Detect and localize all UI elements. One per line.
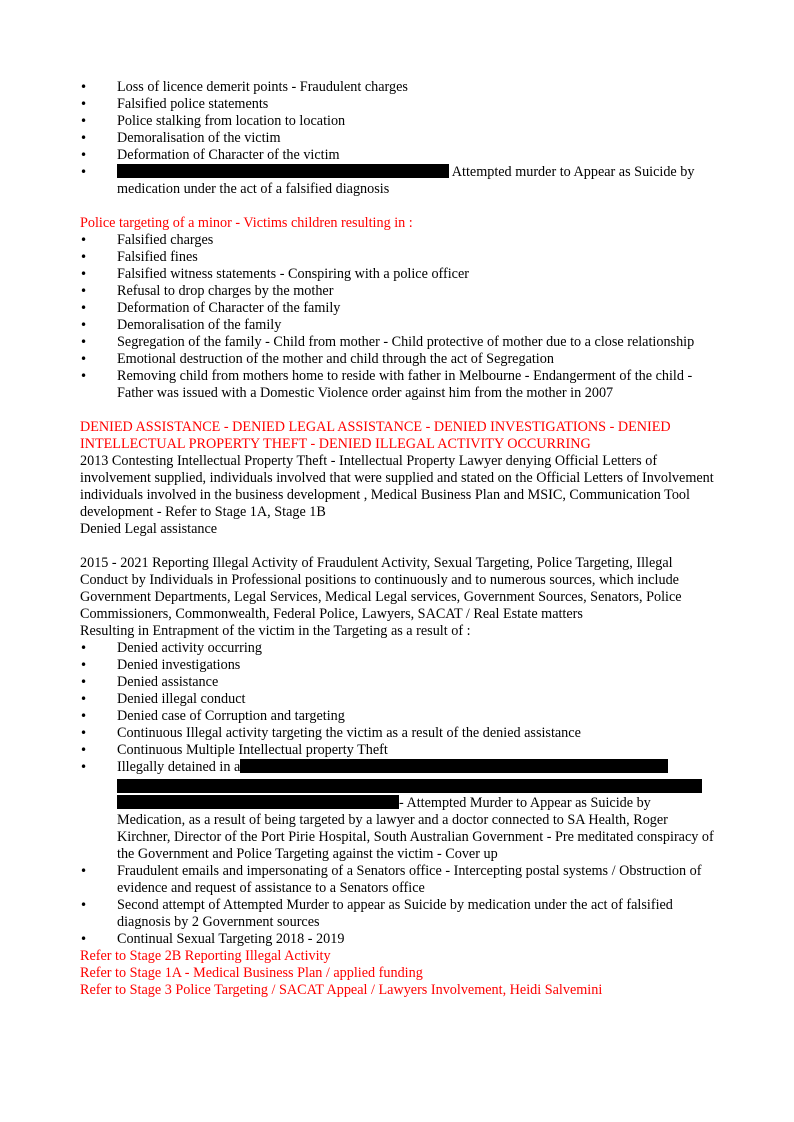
list-item: • Continuous Illegal activity targeting the victim as a result of the denied assistance (80, 725, 720, 742)
list-item: • Deformation of Character of the victim (80, 147, 720, 164)
list-item: • Refusal to drop charges by the mother (80, 283, 720, 300)
list-minor-effects (80, 232, 720, 402)
list-item: • Demoralisation of the family (80, 317, 720, 334)
list-item: • Loss of licence demerit points - Fraudulent charges (80, 79, 720, 96)
document-body (80, 79, 720, 999)
reference-line: Refer to Stage 2B Reporting Illegal Activity (80, 948, 331, 964)
list-item: • Denied illegal conduct (80, 691, 720, 708)
reference-line: Refer to Stage 3 Police Targeting / SACAT Appeal / Lawyers Involvement, Heidi Salvemini (80, 982, 603, 998)
list-item: • Continual Sexual Targeting 2018 - 2019 (80, 931, 720, 948)
section-heading-denied: DENIED ASSISTANCE - DENIED LEGAL ASSISTANCE - DENIED INVESTIGATIONS - DENIED INTELLECTUAL PROPERTY THEFT - DENIED ILLEGAL ACTIVITY OCCURRING (80, 419, 671, 452)
list-item: • Falsified witness statements - Conspiring with a police officer (80, 266, 720, 283)
reference-line: Refer to Stage 1A - Medical Business Plan / applied funding (80, 965, 423, 981)
denied-legal-line: Denied Legal assistance (80, 521, 218, 537)
list-item-detained (80, 759, 720, 863)
resulting-line: Resulting in Entrapment of the victim in the Targeting as a result of : (80, 623, 471, 639)
redaction-bar (117, 164, 449, 178)
list-item: • Demoralisation of the victim (80, 130, 720, 147)
redaction-bar (240, 759, 668, 773)
list-item: • Denied assistance (80, 674, 720, 691)
paragraph-2015-2021: 2015 - 2021 Reporting Illegal Activity of Fraudulent Activity, Sexual Targeting, Police Targeting, Illegal Conduct by Individuals in Professional positions to continuously and to numerous sources, which include Government Departments, Legal Services, Medical Legal services, Government Sources, Senators, Police Commissioners, Commonwealth, Federal Police, Lawyers, SACAT / Real Estate matters (80, 555, 682, 622)
list-item: • Denied activity occurring (80, 640, 720, 657)
list-item: • Fraudulent emails and impersonating of a Senators office - Intercepting postal systems / Obstruction of evidence and request of assistance to a Senators office (80, 863, 720, 897)
list-item: • Deformation of Character of the family (80, 300, 720, 317)
list-item: • Emotional destruction of the mother and child through the act of Segregation (80, 351, 720, 368)
list-item-text: - Attempted Murder to Appear as Suicide by Medication, as a result of being targeted by a lawyer and a doctor connected to SA Health, Roger Kirchner, Director of the Port Pirie Hospital, South Australian Government - Pre meditated conspiracy of the Government and Police Targeting against the victim - Cover up (117, 795, 714, 862)
section-heading-minor: Police targeting of a minor - Victims children resulting in : (80, 215, 413, 231)
list-item-text: Illegally detained in a (117, 759, 241, 775)
list-item: • Denied investigations (80, 657, 720, 674)
list-item: • Continuous Multiple Intellectual property Theft (80, 742, 720, 759)
list-item: • Denied case of Corruption and targeting (80, 708, 720, 725)
list-item (80, 164, 720, 198)
redaction-bar (117, 779, 702, 793)
list-victim-effects (80, 79, 720, 198)
list-item: • Falsified fines (80, 249, 720, 266)
list-entrapment (80, 640, 720, 948)
list-item: • Removing child from mothers home to reside with father in Melbourne - Endangerment of the child - Father was issued with a Domestic Violence order against him from the mother in 2007 (80, 368, 720, 402)
list-item: • Falsified charges (80, 232, 720, 249)
list-item: • Police stalking from location to location (80, 113, 720, 130)
redaction-bar (117, 795, 399, 809)
paragraph-2013: 2013 Contesting Intellectual Property Theft - Intellectual Property Lawyer denying Official Letters of involvement supplied, individuals involved that were supplied and stated on the Official Letters of Involvement individuals involved in the business development , Medical Business Plan and MSIC, Communication Tool development - Refer to Stage 1A, Stage 1B (80, 453, 714, 520)
list-item: • Second attempt of Attempted Murder to appear as Suicide by medication under the act of falsified diagnosis by 2 Government sources (80, 897, 720, 931)
list-item-text: Attempted murder to Appear as Suicide by medication under the act of a falsified diagnosis (117, 164, 695, 197)
list-item: • Falsified police statements (80, 96, 720, 113)
list-item: • Segregation of the family - Child from mother - Child protective of mother due to a close relationship (80, 334, 720, 351)
